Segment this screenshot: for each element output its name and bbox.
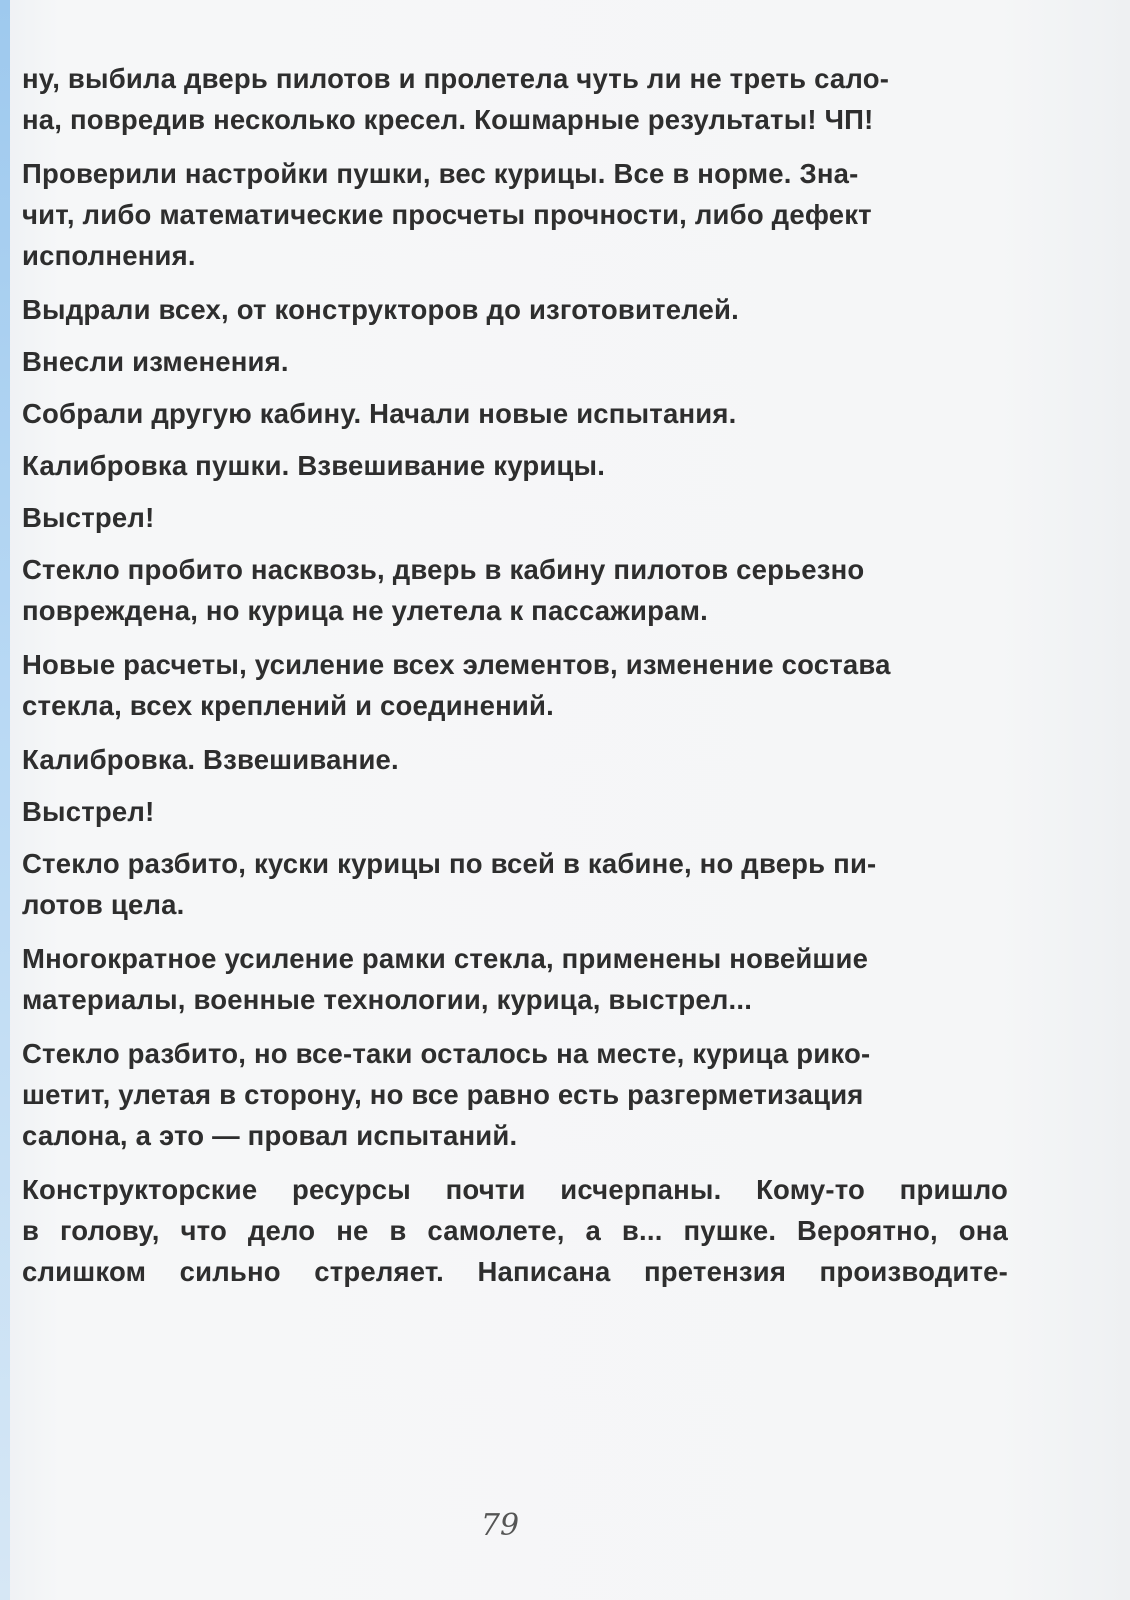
paragraph-8: Стекло пробито насквозь, дверь в кабину пилотов серьезно повреждена, но курица не улетела к пассажирам.: [22, 554, 865, 626]
page-number: 79: [480, 1508, 520, 1543]
paragraph-10: Калибровка. Взвешивание.: [22, 744, 399, 775]
body-text: [22, 58, 1008, 1305]
paragraph-1: ну, выбила дверь пилотов и пролетела чуть ли не треть сало- на, повредив несколько кресел. Кошмарные результаты! ЧП!: [22, 63, 890, 135]
paragraph-7: Выстрел!: [22, 502, 155, 533]
paragraph-12: Стекло разбито, куски курицы по всей в кабине, но дверь пи- лотов цела.: [22, 848, 877, 920]
paragraph-3: Выдрали всех, от конструкторов до изготовителей.: [22, 294, 739, 325]
paragraph-9: Новые расчеты, усиление всех элементов, изменение состава стекла, всех креплений и соединений.: [22, 649, 891, 721]
paragraph-5: Собрали другую кабину. Начали новые испытания.: [22, 398, 737, 429]
paragraph-4: Внесли изменения.: [22, 346, 289, 377]
paragraph-13: Многократное усиление рамки стекла, применены новейшие материалы, военные технологии, курица, выстрел...: [22, 943, 869, 1015]
paragraph-14: Стекло разбито, но все-таки осталось на месте, курица рико- шетит, улетая в сторону, но все равно есть разгерметизация салона, а это — провал испытаний.: [22, 1038, 871, 1151]
paragraph-11: Выстрел!: [22, 796, 155, 827]
paragraph-15: Конструкторские ресурсы почти исчерпаны. Кому-то пришло в голову, что дело не в самолете, а в... пушке. Вероятно, она слишком сильно стреляет. Написана претензия производите-: [22, 1174, 1008, 1287]
page-edge-strip: [0, 0, 10, 1600]
paragraph-2: Проверили настройки пушки, вес курицы. Все в норме. Зна- чит, либо математические просчеты прочности, либо дефект исполнения.: [22, 158, 872, 271]
paragraph-6: Калибровка пушки. Взвешивание курицы.: [22, 450, 606, 481]
